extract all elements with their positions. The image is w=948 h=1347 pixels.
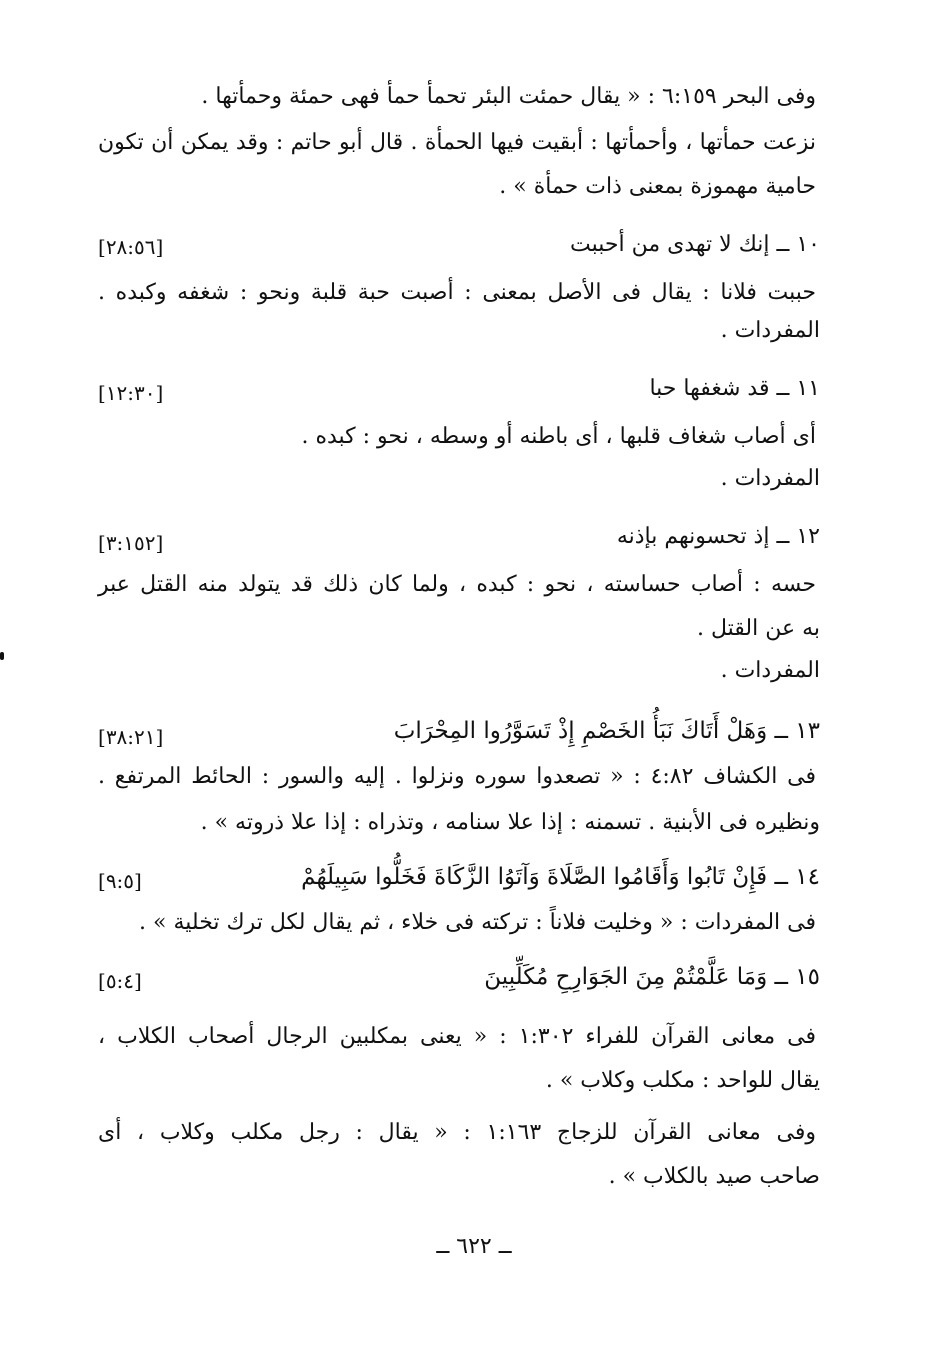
entry-10-heading: ١٠ ــ إنك لا تهدى من أحببت bbox=[570, 232, 820, 257]
entry-12-heading: ١٢ ــ إذ تحسونهم بإذنه bbox=[616, 524, 820, 549]
entry-15-heading: ١٥ ــ وَمَا عَلَّمْتُمْ مِنَ الجَوَارِحِ مُكَلِّبِينَ bbox=[484, 964, 820, 990]
entry-11-reference: [١٢:٣٠] bbox=[98, 381, 164, 405]
entry-11-line-1: أى أصاب شغاف قلبها ، أى باطنه أو وسطه ، نحو : كبده . bbox=[301, 424, 816, 449]
entry-12-source: المفردات . bbox=[720, 658, 820, 683]
entry-13-line-2: ونظيره فى الأبنية . تسمنه : إذا علا سنامه ، وتذراه : إذا علا ذروته » . bbox=[200, 810, 820, 835]
entry-13-heading: ١٣ ــ وَهَلْ أَتَاكَ نَبَأُ الخَصْمِ إِذْ تَسَوَّرُوا المِحْرَابَ bbox=[393, 718, 820, 744]
intro-line-2: نزعت حمأتها ، وأحمأتها : أبقيت فيها الحمأة . قال أبو حاتم : وقد يمكن أن تكون bbox=[98, 130, 816, 155]
entry-12-line-2: به عن القتل . bbox=[696, 616, 820, 641]
entry-15-line-3: وفى معانى القرآن للزجاج ١:١٦٣ : « يقال : رجل مكلب وكلاب ، أى bbox=[98, 1120, 817, 1145]
entry-15-reference: [٥:٤] bbox=[98, 969, 142, 993]
entry-13-reference: [٣٨:٢١] bbox=[98, 725, 164, 749]
entry-10-reference: [٢٨:٥٦] bbox=[98, 235, 164, 259]
entry-15-line-1: فى معانى القرآن للفراء ١:٣٠٢ : « يعنى بمكلبين الرجال أصحاب الكلاب ، bbox=[98, 1024, 816, 1049]
entry-15-line-4: صاحب صيد بالكلاب » . bbox=[608, 1164, 820, 1189]
entry-13-line-1: فى الكشاف ٤:٨٢ : « تصعدوا سوره ونزلوا . إليه والسور : الحائط المرتفع . bbox=[98, 764, 816, 789]
margin-scan-mark bbox=[0, 652, 4, 660]
intro-line-1: وفى البحر ٦:١٥٩ : « يقال حمئت البئر تحمأ حمأ فهى حمئة وحمأتها . bbox=[201, 84, 816, 109]
entry-10-line-1: حببت فلانا : يقال فى الأصل بمعنى : أصبت حبة قلبة ونحو : شغفه وكبده . bbox=[98, 280, 816, 305]
entry-14-reference: [٩:٥] bbox=[98, 869, 142, 893]
entry-14-line-1: فى المفردات : « وخليت فلاناً : تركته فى خلاء ، ثم يقال لكل ترك تخلية » . bbox=[139, 910, 816, 935]
entry-12-line-1: حسه : أصاب حساسته ، نحو : كبده ، ولما كان ذلك قد يتولد منه القتل عبر bbox=[98, 572, 816, 597]
entry-11-heading: ١١ ــ قد شغفها حبا bbox=[649, 376, 820, 401]
entry-10-source: المفردات . bbox=[720, 318, 820, 343]
entry-12-reference: [٣:١٥٢] bbox=[98, 531, 164, 555]
entry-15-line-2: يقال للواحد : مكلب وكلاب » . bbox=[545, 1068, 820, 1093]
intro-line-3: حامية مهموزة بمعنى ذات حمأة » . bbox=[499, 174, 816, 199]
entry-11-source: المفردات . bbox=[720, 466, 820, 491]
page-number: ــ ٦٢٢ ــ bbox=[436, 1234, 512, 1259]
entry-14-heading: ١٤ ــ فَإِنْ تَابُوا وَأَقَامُوا الصَّلَاةَ وَآتَوُا الزَّكَاةَ فَخَلُّوا سَبِيلَهُمْ bbox=[301, 864, 820, 890]
